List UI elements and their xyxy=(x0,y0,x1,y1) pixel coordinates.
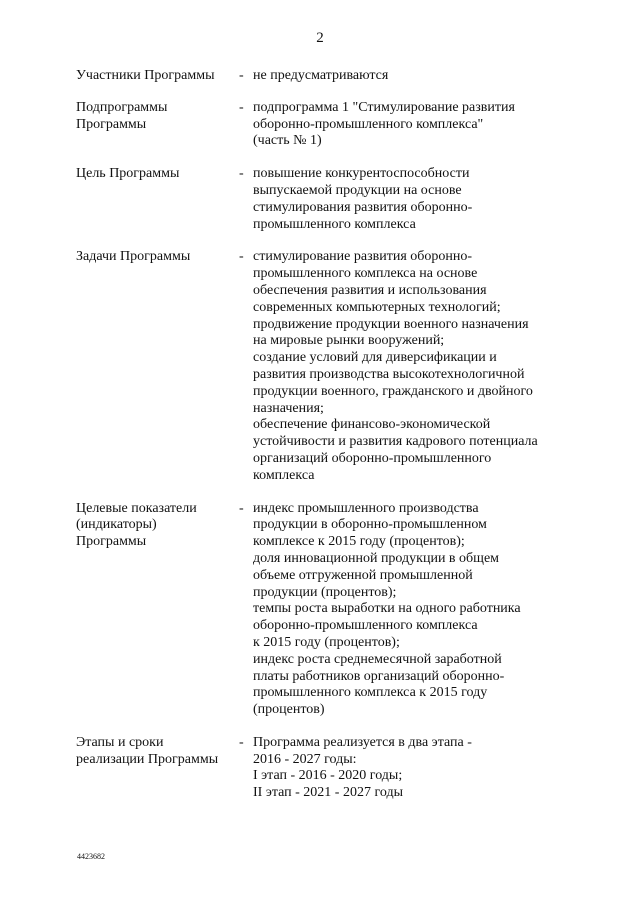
label-line: Подпрограммы xyxy=(76,99,168,115)
value-line: платы работников организаций оборонно- xyxy=(253,668,505,684)
row-value xyxy=(253,68,586,85)
document-id: 4423682 xyxy=(77,852,105,861)
dash-separator: - xyxy=(239,68,244,83)
row-goal xyxy=(76,166,586,233)
value-line: I этап - 2016 - 2020 годы; xyxy=(253,768,403,784)
value-line: оборонно-промышленного комплекса" xyxy=(253,116,484,132)
value-line: стимулирования развития оборонно- xyxy=(253,199,473,215)
row-value xyxy=(253,249,586,484)
value-line: обеспечение финансово-экономической xyxy=(253,417,491,433)
value-line: повышение конкурентоспособности xyxy=(253,166,470,182)
dash-separator: - xyxy=(239,249,244,265)
row-label xyxy=(76,249,239,484)
row-value xyxy=(253,735,586,802)
row-value xyxy=(253,501,586,719)
row-label xyxy=(76,68,239,85)
value-line: комплексе к 2015 году (процентов); xyxy=(253,534,465,550)
value-line: II этап - 2021 - 2027 годы xyxy=(253,785,403,801)
page-number: 2 xyxy=(316,30,324,46)
value-line: современных компьютерных технологий; xyxy=(253,299,501,315)
value-line: подпрограмма 1 "Стимулирование развития xyxy=(253,99,515,115)
value-line: к 2015 году (процентов); xyxy=(253,634,400,650)
value-line: промышленного комплекса xyxy=(253,216,416,232)
label-line: Программы xyxy=(76,534,147,550)
value-line: не предусматриваются xyxy=(253,68,389,83)
value-line: выпускаемой продукции на основе xyxy=(253,182,462,198)
value-line: на мировые рынки вооружений; xyxy=(253,333,445,349)
label-line: Участники Программы xyxy=(76,68,215,83)
value-line: (часть № 1) xyxy=(253,133,322,149)
dash-separator: - xyxy=(239,99,244,115)
label-line: Задачи Программы xyxy=(76,249,191,265)
row-label xyxy=(76,100,239,150)
dash-separator: - xyxy=(239,734,244,750)
label-line: (индикаторы) xyxy=(76,517,157,533)
value-line: продукции в оборонно-промышленном xyxy=(253,517,487,533)
value-line: назначения; xyxy=(253,400,324,416)
value-line: организаций оборонно-промышленного xyxy=(253,450,492,466)
value-line: индекс промышленного производства xyxy=(253,500,479,516)
row-value xyxy=(253,100,586,150)
value-line: объеме отгруженной промышленной xyxy=(253,567,473,583)
row-tasks xyxy=(76,249,586,484)
row-value xyxy=(253,166,586,233)
value-line: доля инновационной продукции в общем xyxy=(253,550,500,566)
label-line: реализации Программы xyxy=(76,751,219,767)
value-line: развития производства высокотехнологичной xyxy=(253,366,525,382)
value-line: стимулирование развития оборонно- xyxy=(253,249,473,265)
row-subprograms xyxy=(76,100,586,150)
row-indicators xyxy=(76,501,586,719)
row-participants xyxy=(76,68,586,85)
value-line: продукции военного, гражданского и двойного xyxy=(253,383,533,399)
value-line: индекс роста среднемесячной заработной xyxy=(253,651,502,667)
value-line: создание условий для диверсификации и xyxy=(253,350,497,366)
value-line: промышленного комплекса к 2015 году xyxy=(253,685,488,701)
value-line: темпы роста выработки на одного работника xyxy=(253,601,521,617)
value-line: продвижение продукции военного назначения xyxy=(253,316,529,332)
value-line: промышленного комплекса на основе xyxy=(253,266,478,282)
row-label xyxy=(76,501,239,719)
value-line: (процентов) xyxy=(253,702,325,718)
value-line: комплекса xyxy=(253,467,315,483)
row-stages xyxy=(76,735,586,802)
row-label xyxy=(76,735,239,802)
program-passport-table xyxy=(76,68,586,802)
label-line: Целевые показатели xyxy=(76,500,197,516)
label-line: Цель Программы xyxy=(76,166,180,182)
label-line: Этапы и сроки xyxy=(76,734,164,750)
value-line: устойчивости и развития кадрового потенциала xyxy=(253,434,538,450)
value-line: оборонно-промышленного комплекса xyxy=(253,618,478,634)
value-line: 2016 - 2027 годы: xyxy=(253,751,357,767)
dash-separator: - xyxy=(239,500,244,516)
label-line: Программы xyxy=(76,116,147,132)
row-label xyxy=(76,166,239,233)
dash-separator: - xyxy=(239,166,244,182)
value-line: Программа реализуется в два этапа - xyxy=(253,734,472,750)
value-line: продукции (процентов); xyxy=(253,584,397,600)
value-line: обеспечения развития и использования xyxy=(253,282,487,298)
